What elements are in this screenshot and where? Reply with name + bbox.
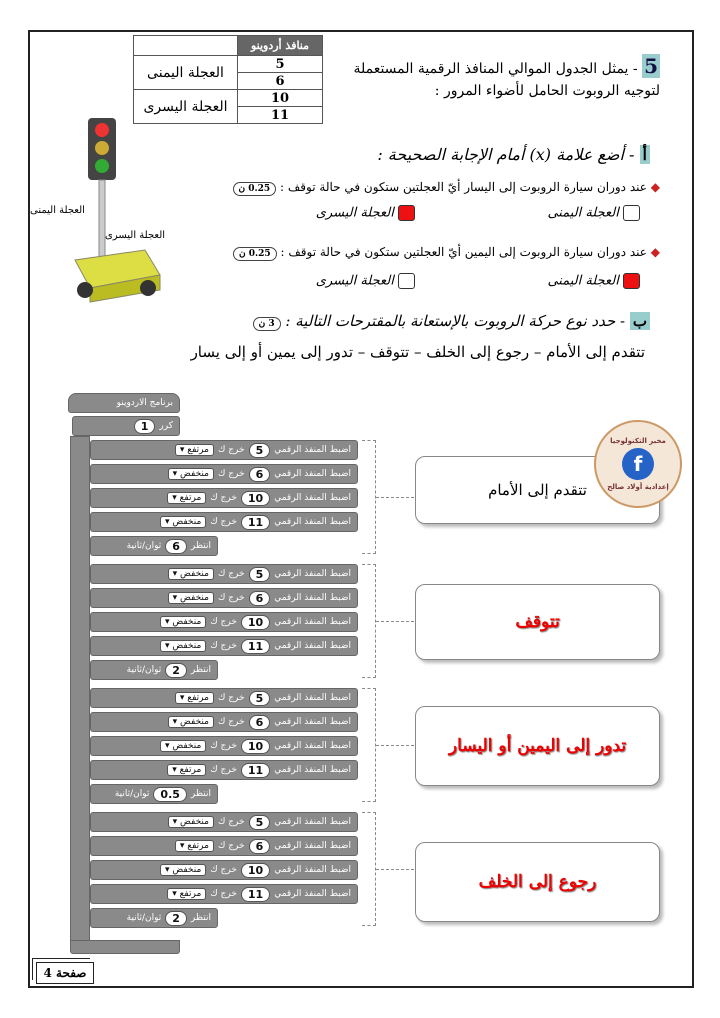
group-bracket xyxy=(362,688,376,802)
out-label: خرج ك xyxy=(210,889,237,899)
port-number: 5 xyxy=(249,567,271,582)
checkbox-left[interactable] xyxy=(398,273,415,289)
wait-unit: ثوان/ثانية xyxy=(126,665,162,675)
part-b-suggestions: تتقدم إلى الأمام – رجوع إلى الخلف – تتوقف – تدور إلى يمين أو إلى يسار xyxy=(190,343,645,361)
option-right-wheel[interactable] xyxy=(440,205,640,221)
set-label: اضبط المنفذ الرقمي xyxy=(274,469,351,479)
port-number: 11 xyxy=(241,887,270,902)
state-dropdown[interactable]: مرتفع ▾ xyxy=(167,888,206,900)
question-number: 5 xyxy=(644,54,658,78)
wait-label: انتظر xyxy=(190,789,211,799)
checkbox-left-checked[interactable] xyxy=(398,205,415,221)
port-number: 10 xyxy=(241,863,270,878)
checkbox-right[interactable] xyxy=(623,205,640,221)
option-label: العجلة اليسرى xyxy=(315,273,394,289)
group-bracket xyxy=(362,564,376,678)
wait-unit: ثوان/ثانية xyxy=(114,789,150,799)
school-logo xyxy=(594,420,682,508)
set-label: اضبط المنفذ الرقمي xyxy=(274,617,351,627)
bracket-connector xyxy=(376,869,414,870)
set-port-block xyxy=(90,812,358,832)
set-label: اضبط المنفذ الرقمي xyxy=(274,517,351,527)
set-label: اضبط المنفذ الرقمي xyxy=(274,741,351,751)
state-dropdown[interactable]: منخفض ▾ xyxy=(160,516,206,528)
set-port-block xyxy=(90,860,358,880)
port-cell: 11 xyxy=(238,107,323,124)
set-label: اضبط المنفذ الرقمي xyxy=(274,817,351,827)
wait-block xyxy=(90,660,218,680)
state-dropdown[interactable]: مرتفع ▾ xyxy=(175,692,214,704)
state-dropdown[interactable]: منخفض ▾ xyxy=(168,568,214,580)
program-header-block xyxy=(68,393,180,413)
set-port-block xyxy=(90,736,358,756)
out-label: خرج ك xyxy=(217,445,245,455)
program-header: برنامج الاردوينو xyxy=(116,398,173,408)
forever-rail xyxy=(70,436,90,948)
state-dropdown[interactable]: منخفض ▾ xyxy=(160,740,206,752)
out-label: خرج ك xyxy=(217,569,245,579)
out-label: خرج ك xyxy=(210,493,237,503)
option-right-wheel[interactable] xyxy=(440,273,640,289)
wait-value: 6 xyxy=(165,539,187,554)
ports-header: منافذ أردوينو xyxy=(238,36,323,56)
state-dropdown[interactable]: منخفض ▾ xyxy=(160,864,206,876)
wait-block xyxy=(90,784,218,804)
part-a-item-2: ◆ عند دوران سيارة الروبوت إلى اليمين أيّ العجلتين ستكون في حالة توقف : 0.25 ن xyxy=(190,245,660,261)
bracket-connector xyxy=(376,497,414,498)
state-dropdown[interactable]: مرتفع ▾ xyxy=(175,444,214,456)
port-number: 5 xyxy=(249,691,271,706)
wait-unit: ثوان/ثانية xyxy=(126,541,162,551)
left-wheel-label: العجلة اليسرى xyxy=(134,90,238,124)
set-label: اضبط المنفذ الرقمي xyxy=(274,593,351,603)
set-label: اضبط المنفذ الرقمي xyxy=(274,841,351,851)
state-dropdown[interactable]: منخفض ▾ xyxy=(168,816,214,828)
state-dropdown[interactable]: منخفض ▾ xyxy=(160,640,206,652)
answer-box-1: تتقدم إلى الأمام xyxy=(415,456,660,524)
logo-bottom-text: إعدادية أولاد صالح xyxy=(607,483,669,491)
answer-box-2: تتوقف xyxy=(415,584,660,660)
part-a-text: - أضع علامة (x) أمام الإجابة الصحيحة : xyxy=(377,145,635,164)
port-number: 11 xyxy=(241,763,270,778)
points-badge: 3 ن xyxy=(253,317,281,331)
set-label: اضبط المنفذ الرقمي xyxy=(274,569,351,579)
port-number: 11 xyxy=(241,515,270,530)
set-port-block xyxy=(90,760,358,780)
set-port-block xyxy=(90,884,358,904)
part-a-title xyxy=(300,145,650,164)
part-b-text: - حدد نوع حركة الروبوت بالإستعانة بالمقترحات التالية : xyxy=(285,312,626,330)
page-number: صفحة 4 xyxy=(36,962,94,984)
group-bracket xyxy=(362,812,376,926)
state-dropdown[interactable]: منخفض ▾ xyxy=(160,616,206,628)
set-label: اضبط المنفذ الرقمي xyxy=(274,717,351,727)
set-port-block xyxy=(90,512,358,532)
out-label: خرج ك xyxy=(217,469,245,479)
forever-end xyxy=(70,940,180,954)
port-number: 5 xyxy=(249,815,271,830)
set-port-block xyxy=(90,488,358,508)
out-label: خرج ك xyxy=(217,693,245,703)
set-port-block xyxy=(90,712,358,732)
wait-value: 0.5 xyxy=(153,787,187,802)
right-wheel-label: العجلة اليمنى xyxy=(134,56,238,90)
state-dropdown[interactable]: مرتفع ▾ xyxy=(175,840,214,852)
logo-top-text: مخبر التكنولوجيا xyxy=(610,437,666,445)
option-left-wheel[interactable] xyxy=(230,273,415,289)
set-port-block xyxy=(90,440,358,460)
set-port-block xyxy=(90,836,358,856)
port-cell: 10 xyxy=(238,90,323,107)
out-label: خرج ك xyxy=(210,617,237,627)
set-port-block xyxy=(90,464,358,484)
wait-label: انتظر xyxy=(190,541,211,551)
option-label: العجلة اليمنى xyxy=(547,273,619,289)
wait-value: 2 xyxy=(165,911,187,926)
state-dropdown[interactable]: منخفض ▾ xyxy=(168,592,214,604)
robot-left-label: العجلة اليسرى xyxy=(105,230,166,241)
port-number: 10 xyxy=(241,739,270,754)
out-label: خرج ك xyxy=(210,741,237,751)
part-b-title xyxy=(170,312,650,331)
wait-block xyxy=(90,908,218,928)
part-b-letter: ب xyxy=(630,312,650,330)
state-dropdown[interactable]: منخفض ▾ xyxy=(168,716,214,728)
port-number: 6 xyxy=(249,839,271,854)
port-number: 10 xyxy=(241,491,270,506)
robot-right-label: العجلة اليمنى xyxy=(30,205,85,216)
set-port-block xyxy=(90,688,358,708)
option-left-wheel[interactable] xyxy=(230,205,415,221)
out-label: خرج ك xyxy=(210,641,237,651)
state-dropdown[interactable]: مرتفع ▾ xyxy=(167,764,206,776)
item-text: عند دوران سيارة الروبوت إلى اليسار أيّ العجلتين ستكون في حالة توقف : xyxy=(280,180,647,194)
out-label: خرج ك xyxy=(217,717,245,727)
set-label: اضبط المنفذ الرقمي xyxy=(274,865,351,875)
port-number: 6 xyxy=(249,591,271,606)
forever-label: كرر xyxy=(159,421,173,431)
part-a-item-1: ◆ عند دوران سيارة الروبوت إلى اليسار أيّ العجلتين ستكون في حالة توقف : 0.25 ن xyxy=(190,180,660,196)
state-dropdown[interactable]: مرتفع ▾ xyxy=(167,492,206,504)
set-label: اضبط المنفذ الرقمي xyxy=(274,493,351,503)
port-number: 11 xyxy=(241,639,270,654)
wait-label: انتظر xyxy=(190,913,211,923)
out-label: خرج ك xyxy=(210,765,237,775)
port-cell: 5 xyxy=(238,56,323,73)
set-label: اضبط المنفذ الرقمي xyxy=(274,765,351,775)
question-body: - يمثل الجدول الموالي المنافذ الرقمية المستعملة لتوجيه الروبوت الحامل لأضواء المرور : xyxy=(353,61,660,99)
points-badge: 0.25 ن xyxy=(233,247,277,261)
bracket-connector xyxy=(376,745,414,746)
part-a-letter: أ xyxy=(640,145,650,164)
out-label: خرج ك xyxy=(217,817,245,827)
port-number: 6 xyxy=(249,715,271,730)
set-label: اضبط المنفذ الرقمي xyxy=(274,889,351,899)
port-number: 6 xyxy=(249,467,271,482)
wait-label: انتظر xyxy=(190,665,211,675)
set-label: اضبط المنفذ الرقمي xyxy=(274,445,351,455)
bracket-connector xyxy=(376,621,414,622)
state-dropdown[interactable]: منخفض ▾ xyxy=(168,468,214,480)
group-bracket xyxy=(362,440,376,554)
answer-box-3: تدور إلى اليمين أو اليسار xyxy=(415,706,660,786)
question-text xyxy=(340,55,660,102)
out-label: خرج ك xyxy=(210,865,237,875)
option-label: العجلة اليسرى xyxy=(315,205,394,221)
set-port-block xyxy=(90,636,358,656)
set-label: اضبط المنفذ الرقمي xyxy=(274,641,351,651)
out-label: خرج ك xyxy=(210,517,237,527)
set-port-block xyxy=(90,588,358,608)
wait-block xyxy=(90,536,218,556)
forever-count: 1 xyxy=(134,419,156,434)
set-label: اضبط المنفذ الرقمي xyxy=(274,693,351,703)
port-number: 10 xyxy=(241,615,270,630)
option-label: العجلة اليمنى xyxy=(547,205,619,221)
set-port-block xyxy=(90,564,358,584)
wait-unit: ثوان/ثانية xyxy=(126,913,162,923)
checkbox-right-checked[interactable] xyxy=(623,273,640,289)
out-label: خرج ك xyxy=(217,593,245,603)
port-cell: 6 xyxy=(238,73,323,90)
forever-block xyxy=(72,416,180,436)
points-badge: 0.25 ن xyxy=(233,182,277,196)
out-label: خرج ك xyxy=(217,841,245,851)
item-text: عند دوران سيارة الروبوت إلى اليمين أيّ العجلتين ستكون في حالة توقف : xyxy=(280,245,647,259)
facebook-icon: f xyxy=(622,448,654,480)
port-number: 5 xyxy=(249,443,271,458)
wait-value: 2 xyxy=(165,663,187,678)
set-port-block xyxy=(90,612,358,632)
answer-box-4: رجوع إلى الخلف xyxy=(415,842,660,922)
